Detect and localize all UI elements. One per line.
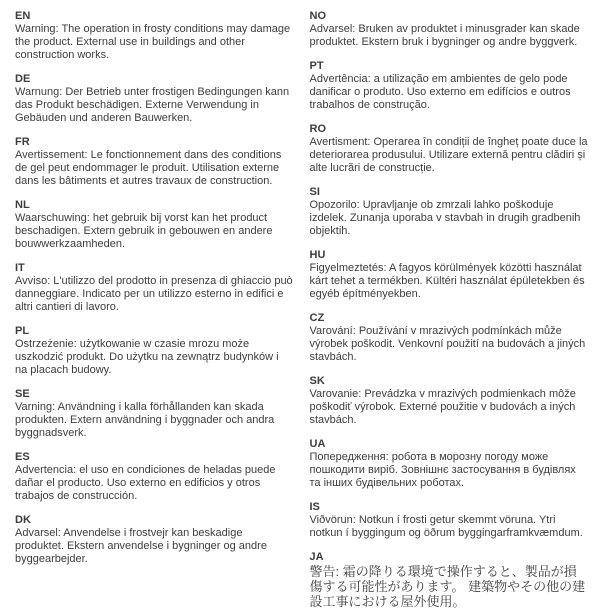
language-block: [15, 262, 294, 314]
warning-text: Opozorilo: Upravljanje ob zmrzali lahko poškoduje izdelek. Zunanja uporaba v stavbah in drugih gradbenih objektih.: [309, 199, 581, 237]
left-column: [15, 10, 294, 600]
language-code: SE: [15, 388, 30, 400]
language-code: ES: [15, 451, 30, 463]
language-code: DK: [15, 514, 31, 526]
warning-text: Попередження: робота в морозну погоду може пошкодити виріб. Зовнішнє застосування в будівлях та інших будівельних роботах.: [309, 451, 576, 489]
warning-text: Waarschuwing: het gebruik bij vorst kan het product beschadigen. Extern gebruik in gebouwen en andere bouwwerkzaamheden.: [15, 212, 273, 250]
right-column: [309, 10, 589, 609]
warning-text: Varning: Användning i kalla förhållanden kan skada produkten. Extern användning i byggnader och andra byggnadsverk.: [15, 401, 275, 439]
language-block: [15, 388, 294, 440]
warning-text: Advarsel: Bruken av produktet i minusgrader kan skade produktet. Ekstern bruk i bygninger og andre byggverk.: [309, 23, 580, 48]
language-block: [310, 249, 589, 301]
language-block: [310, 186, 589, 238]
warning-text: Advarsel: Anvendelse i frostvejr kan beskadige produktet. Ekstern anvendelse i bygninger og andre byggearbejder.: [15, 527, 267, 565]
language-block: [310, 10, 589, 49]
language-code: DE: [15, 73, 31, 85]
warning-text: Varovanie: Prevádzka v mrazivých podmienkach môže poškodiť výrobok. Externé použitie v budovách a iných stavbách.: [309, 388, 576, 426]
warning-text: Advertencia: el uso en condiciones de heladas puede dañar el producto. Uso externo en edificios y otros trabajos de construcción.: [15, 464, 276, 502]
warning-text: Avertissement: Le fonctionnement dans des conditions de gel peut endommager le produit. Utilisation externe dans les bâtiments et autres travaux de construction.: [15, 149, 282, 187]
language-code: RO: [309, 123, 326, 135]
language-code: UA: [309, 438, 326, 450]
language-block: [15, 514, 294, 566]
language-code: SI: [309, 186, 320, 198]
language-block: [15, 199, 294, 251]
warning-text: Figyelmeztetés: A fagyos körülmények közötti használat kárt tehet a termékben. Kültéri használat épületekben és egyéb építményekben.: [309, 262, 585, 300]
language-block: [310, 501, 589, 540]
warning-text: Ostrzeżenie: użytkowanie w czasie mrozu może uszkodzić produkt. Do użytku na zewnątrz budynków i na placach budowy.: [15, 338, 279, 376]
warning-text: Varování: Používání v mrazivých podmínkách může výrobek poškodit. Venkovní použití na budovách a jiných stavbách.: [309, 325, 586, 363]
language-code: PT: [309, 60, 324, 72]
warning-text: Avertisment: Operarea în condiții de îngheț poate duce la deteriorarea produsului. Utilizare externă pentru clădiri și alte lucrări de construcție.: [309, 136, 588, 174]
language-block: [310, 551, 589, 609]
language-block: [15, 136, 294, 188]
language-code: NL: [15, 199, 30, 211]
warning-text: Warnung: Der Betrieb unter frostigen Bedingungen kann das Produkt beschädigen. Externe Verwendung in Gebäuden und anderen Bauwerken.: [15, 86, 290, 124]
language-block: [310, 60, 589, 112]
language-block: [15, 10, 294, 62]
language-code: CZ: [309, 312, 325, 324]
language-block: [15, 73, 294, 125]
warning-text: 警告: 霜の降りる環境で操作すると、製品が損傷する可能性があります。 建築物やその他の建設工事における屋外使用。: [309, 564, 586, 609]
language-code: NO: [309, 10, 326, 22]
language-code: SK: [309, 375, 325, 387]
language-block: [15, 451, 294, 503]
language-block: [310, 438, 589, 490]
language-block: [310, 312, 589, 364]
language-block: [310, 123, 589, 175]
warning-text: Viðvörun: Notkun í frosti getur skemmt vöruna. Ytri notkun í byggingum og öðrum byggingarframkvæmdum.: [309, 514, 583, 539]
language-code: PL: [15, 325, 30, 337]
language-code: JA: [309, 551, 324, 563]
warning-text: Advertência: a utilização em ambientes de gelo pode danificar o produto. Uso externo em edifícios e outros trabalhos de construção.: [309, 73, 571, 111]
warning-text: Warning: The operation in frosty conditions may damage the product. External use in buildings and other construction works.: [15, 23, 291, 61]
language-code: FR: [15, 136, 30, 148]
warning-text: Avviso: L'utilizzo del prodotto in presenza di ghiaccio può danneggiare. Indicato per un utilizzo esterno in edifici e altri cantieri di lavoro.: [15, 275, 293, 313]
language-code: EN: [15, 10, 31, 22]
language-code: IT: [15, 262, 25, 274]
language-block: [15, 325, 294, 377]
language-code: IS: [309, 501, 320, 513]
language-block: [310, 375, 589, 427]
language-code: HU: [309, 249, 326, 261]
